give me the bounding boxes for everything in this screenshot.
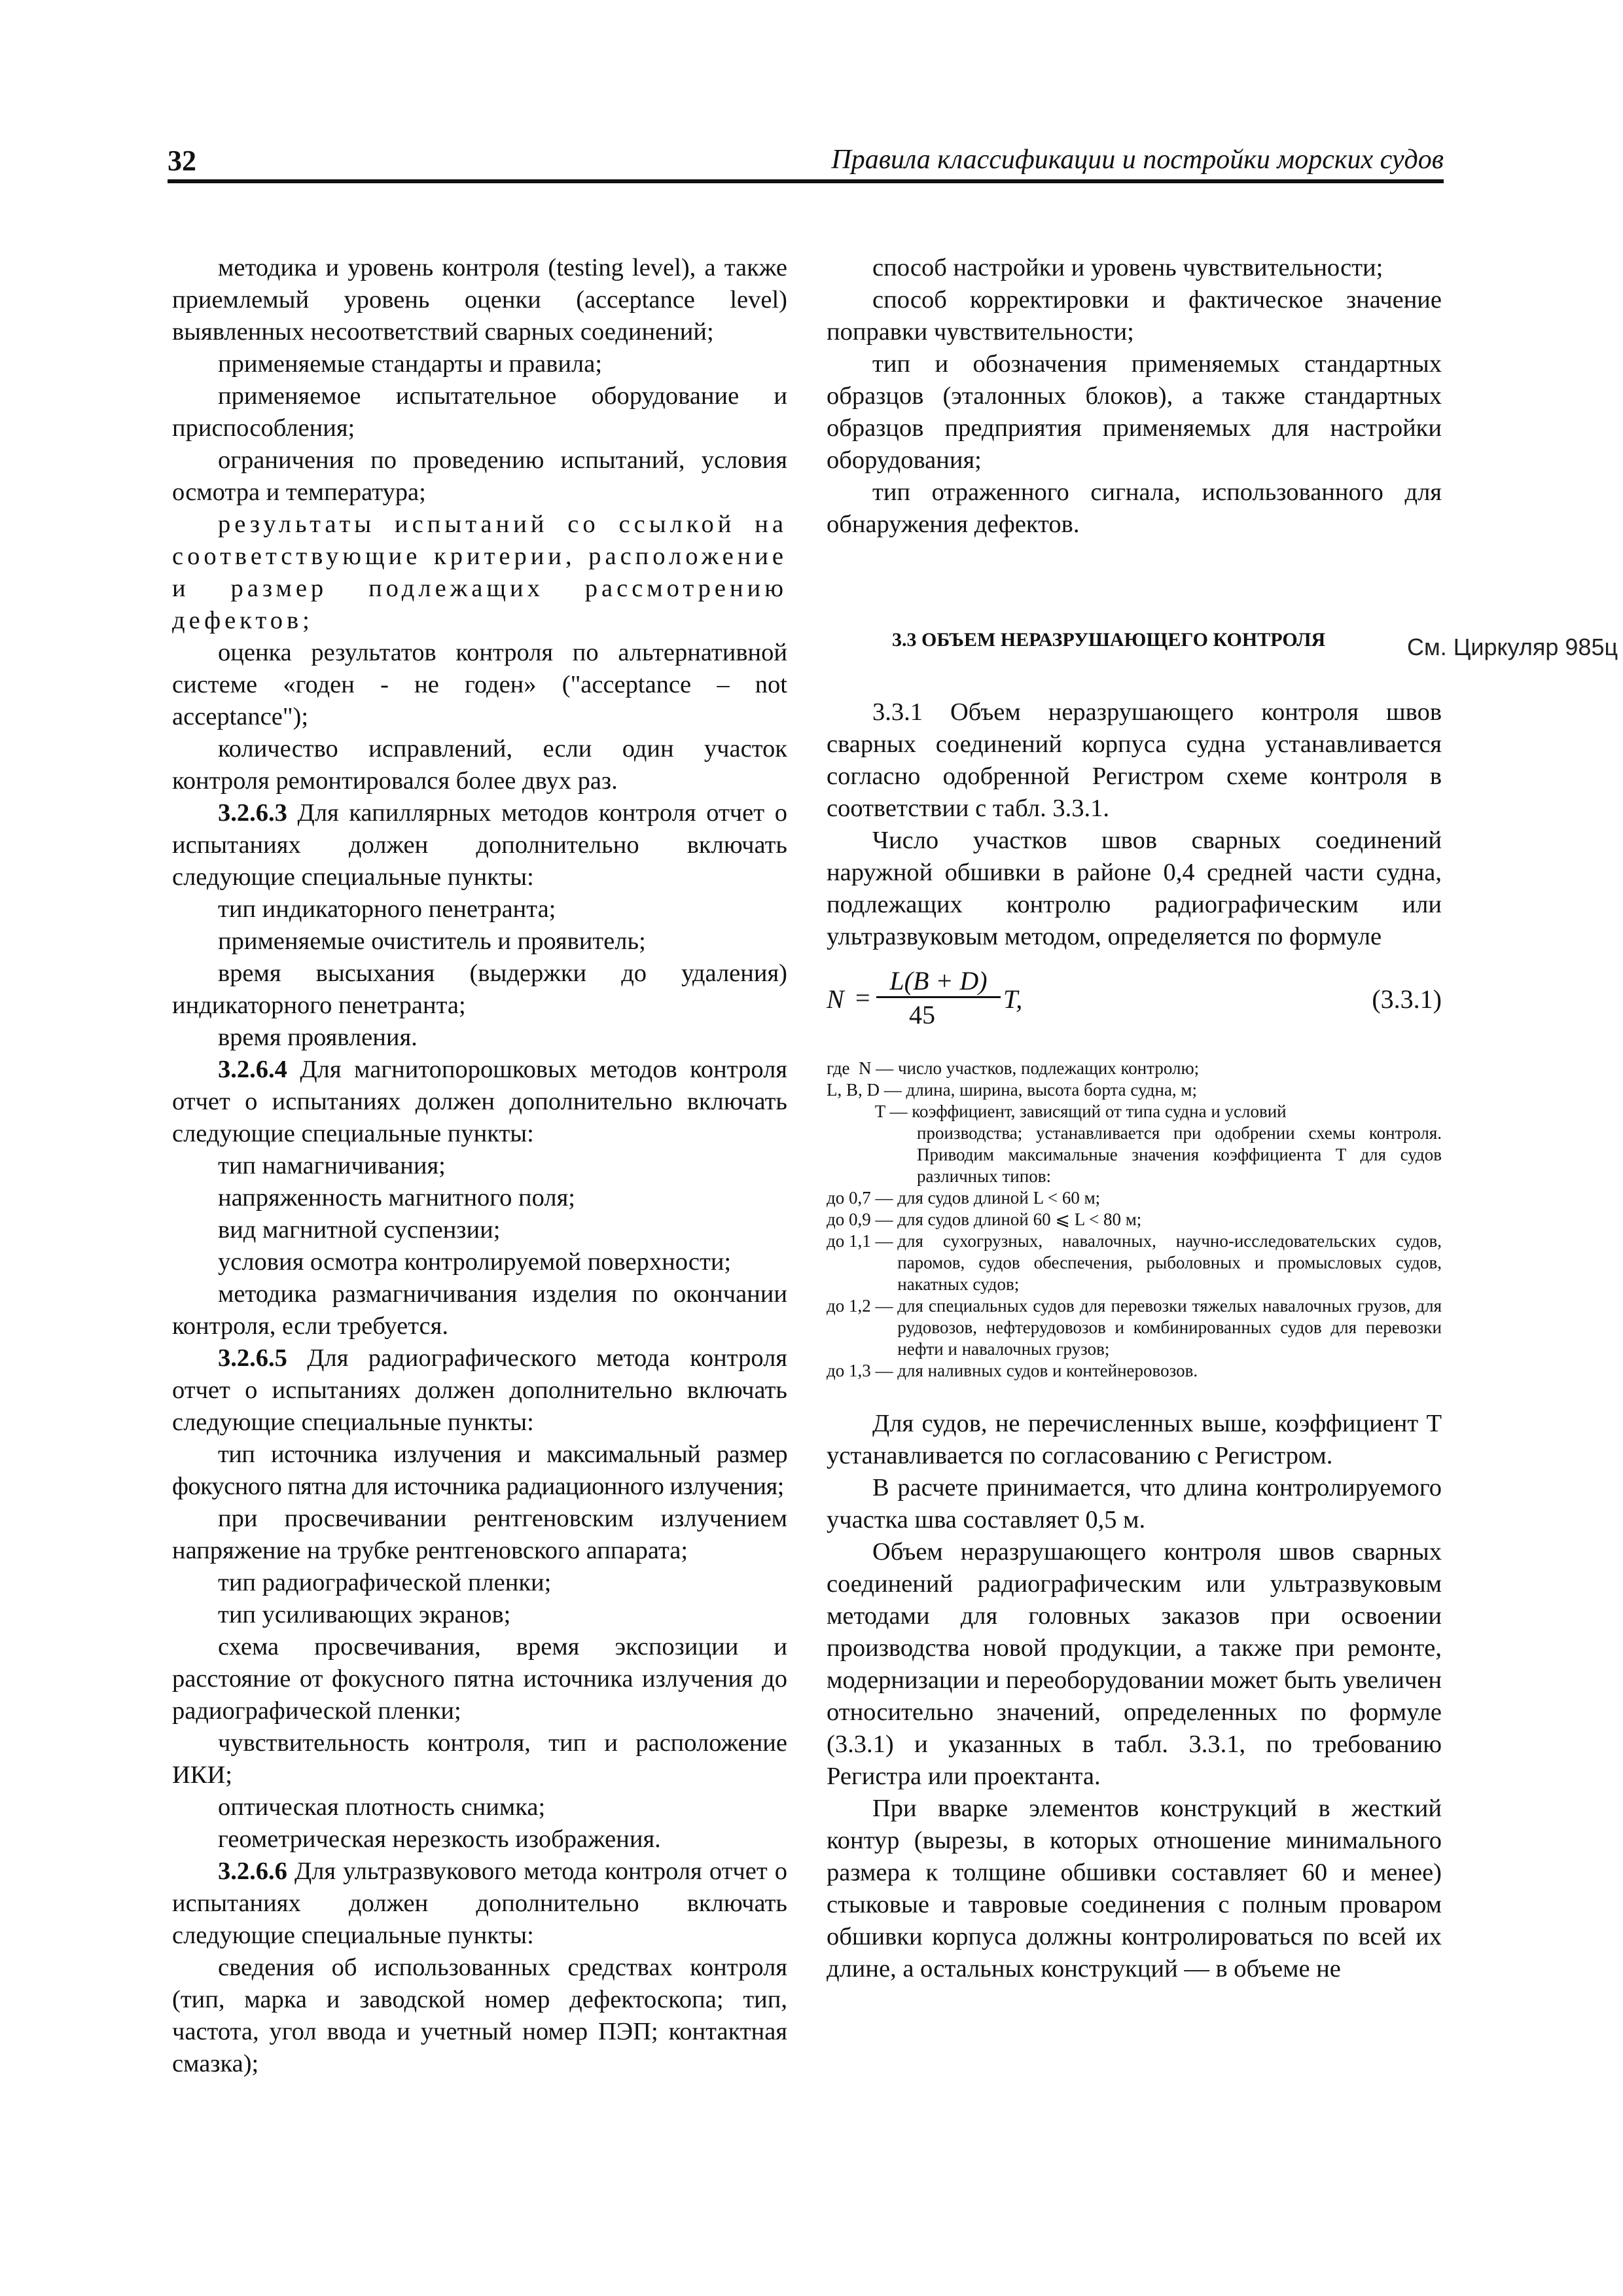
running-title: Правила классификации и постройки морских судов [831, 145, 1444, 175]
section-title: 3.3 ОБЪЕМ НЕРАЗРУШАЮЩЕГО КОНТРОЛЯ [892, 629, 1326, 651]
legend-text: для судов длиной 60 ⩽ L < 80 м; [897, 1210, 1142, 1229]
legend-key: где N — [827, 1058, 898, 1078]
paragraph: тип источника излучения и максимальный размер фокусного пятна для источника радиационного излучения; [172, 1441, 787, 1500]
paragraph: Число участков швов сварных соединений наружной обшивки в районе 0,4 средней части судна, подлежащих контролю радиографическим или ультразвуковым методом, определяется по формуле [827, 827, 1442, 950]
paragraph: тип намагничивания; [218, 1152, 446, 1179]
clause-3-2-6-6 [172, 1856, 787, 1952]
clause-3-2-6-4 [172, 1054, 787, 1150]
legend-key: до 1,3 — [827, 1361, 898, 1380]
paragraph: Для судов, не перечисленных выше, коэффициент T устанавливается по согласованию с Регистром. [827, 1410, 1442, 1469]
formula-lhs: N [827, 984, 844, 1014]
formula-factor: T, [1003, 984, 1023, 1014]
legend-continuation: производства; устанавливается при одобрении схемы контроля. Приводим максимальные значения коэффициента T для судов различных типов: [917, 1123, 1442, 1186]
paragraph: напряженность магнитного поля; [218, 1184, 575, 1211]
formula-3-3-1 [827, 966, 1442, 1038]
clause-number: 3.2.6.4 [218, 1056, 287, 1083]
paragraph: методика размагничивания изделия по окончании контроля, если требуется. [172, 1280, 787, 1340]
paragraph: применяемое испытательное оборудование и приспособления; [172, 382, 787, 442]
legend-item [827, 1230, 1442, 1295]
paragraph: результаты испытаний со ссылкой на соответствующие критерии, расположение и размер подлежащих рассмотрению дефектов; [172, 511, 787, 634]
clause-text: Для капиллярных методов контроля отчет о испытаниях должен дополнительно включать следующие специальные пункты: [172, 799, 787, 891]
clause-text: Для радиографического метода контроля отчет о испытаниях должен дополнительно включать следующие специальные пункты: [172, 1344, 787, 1436]
paragraph: применяемые очиститель и проявитель; [218, 927, 646, 955]
legend-text: для судов длиной L < 60 м; [897, 1188, 1101, 1208]
legend-key: до 0,7 — [827, 1188, 898, 1208]
paragraph: методика и уровень контроля (testing level), а также приемлемый уровень оценки (acceptance level) выявленных несоответствий сварных соединений; [172, 254, 787, 346]
paragraph: тип и обозначения применяемых стандартных образцов (эталонных блоков), а также стандартных образцов предприятия применяемых для настройки оборудования; [827, 350, 1442, 474]
legend-text: коэффициент, зависящий от типа судна и условий [912, 1102, 1287, 1121]
circular-note: См. Циркуляр 985ц [1407, 634, 1618, 660]
legend-item [827, 1079, 1442, 1101]
paragraph: геометрическая нерезкость изображения. [218, 1825, 661, 1853]
paragraph: количество исправлений, если один участок контроля ремонтировался более двух раз. [172, 735, 787, 795]
paragraph: В расчете принимается, что длина контролируемого участка шва составляет 0,5 м. [827, 1474, 1442, 1534]
legend-item [827, 1295, 1442, 1360]
paragraph: время проявления. [218, 1024, 418, 1051]
paragraph: условия осмотра контролируемой поверхности; [218, 1248, 732, 1276]
paragraph: тип радиографической пленки; [218, 1569, 552, 1596]
clause-text: Для ультразвукового метода контроля отчет о испытаниях должен дополнительно включать следующие специальные пункты: [172, 1857, 787, 1949]
paragraph: способ настройки и уровень чувствительности; [872, 254, 1383, 281]
paragraph: При вварке элементов конструкций в жесткий контур (вырезы, в которых отношение минимального размера к толщине обшивки составляет 60 и менее) стыковые и тавровые соединения с полным проваром обшивки корпуса должны контролироваться по всей их длине, а остальных конструкций — в объеме не [827, 1795, 1442, 1982]
legend-text: длина, ширина, высота борта судна, м; [906, 1080, 1198, 1100]
legend-item [827, 1058, 1442, 1079]
legend-item [827, 1101, 1442, 1122]
formula-equals: = [855, 983, 870, 1013]
legend-key: до 1,1 — [827, 1231, 898, 1251]
legend-key: L, B, D — [827, 1080, 906, 1100]
clause-text: Объем неразрушающего контроля швов сварных соединений корпуса судна устанавливается согласно одобренной Регистром схеме контроля в соответствии с табл. 3.3.1. [827, 698, 1442, 822]
legend-text: для специальных судов для перевозки тяжелых навалочных грузов, для рудовозов, нефтерудовозов и комбинированных судов для перевозки нефти и навалочных грузов; [897, 1296, 1442, 1359]
paragraph: тип отраженного сигнала, использованного для обнаружения дефектов. [827, 478, 1442, 538]
clause-number: 3.2.6.5 [218, 1344, 287, 1372]
clause-number: 3.2.6.6 [218, 1857, 287, 1885]
paragraph: вид магнитной суспензии; [218, 1216, 501, 1244]
page-header [168, 139, 1444, 183]
legend-key: T — [827, 1102, 912, 1121]
formula-number: (3.3.1) [1372, 984, 1442, 1014]
legend-text: для наливных судов и контейнеровозов. [897, 1361, 1198, 1380]
paragraph: сведения об использованных средствах контроля (тип, марка и заводской номер дефектоскопа; тип, частота, угол ввода и учетный номер ПЭП; контактная смазка); [172, 1954, 787, 2077]
legend-text: для сухогрузных, навалочных, научно-исследовательских судов, паромов, судов обеспечения, рыболовных и промысловых судов, накатных судов; [897, 1231, 1442, 1294]
paragraph: применяемые стандарты и правила; [218, 350, 603, 378]
legend-item [827, 1360, 1442, 1382]
legend-text: число участков, подлежащих контролю; [897, 1058, 1200, 1078]
paragraph: оптическая плотность снимка; [218, 1793, 546, 1821]
formula-numerator: L(B + D) [876, 966, 1001, 998]
formula-legend [827, 1058, 1442, 1382]
legend-item [827, 1187, 1442, 1209]
paragraph: Объем неразрушающего контроля швов сварных соединений радиографическим или ультразвуковым методами для головных заказов при освоении производства новой продукции, а также при ремонте, модернизации и переоборудовании может быть увеличен относительно значений, определенных по формуле (3.3.1) и указанных в табл. 3.3.1, по требованию Регистра или проектанта. [827, 1538, 1442, 1790]
left-column [172, 252, 787, 2080]
page-number: 32 [168, 145, 196, 177]
legend-key: до 0,9 — [827, 1210, 898, 1229]
paragraph: способ корректировки и фактическое значение поправки чувствительности; [827, 286, 1442, 346]
clause-number: 3.2.6.3 [218, 799, 287, 827]
legend-item [827, 1209, 1442, 1230]
paragraph: схема просвечивания, время экспозиции и расстояние от фокусного пятна источника излучения до радиографической пленки; [172, 1633, 787, 1725]
paragraph: тип усиливающих экранов; [218, 1601, 511, 1628]
clause-3-2-6-5 [172, 1342, 787, 1439]
right-column [827, 252, 1442, 1985]
clause-3-2-6-3 [172, 797, 787, 893]
paragraph: ограничения по проведению испытаний, условия осмотра и температура; [172, 446, 787, 506]
section-spacer [827, 653, 1442, 696]
clause-3-3-1 [827, 696, 1442, 825]
paragraph: тип индикаторного пенетранта; [218, 895, 556, 923]
formula-denominator: 45 [909, 1000, 935, 1030]
paragraph: при просвечивании рентгеновским излучением напряжение на трубке рентгеновского аппарата; [172, 1505, 787, 1564]
clause-number: 3.3.1 [872, 698, 923, 726]
legend-key: до 1,2 — [827, 1296, 898, 1316]
paragraph: время высыхания (выдержки до удаления) индикаторного пенетранта; [172, 960, 787, 1019]
paragraph: оценка результатов контроля по альтернативной системе «годен - не годен» ("acceptance – not acceptance"); [172, 639, 787, 730]
paragraph: чувствительность контроля, тип и расположение ИКИ; [172, 1729, 787, 1789]
clause-text: Для магнитопорошковых методов контроля отчет о испытаниях должен дополнительно включать следующие специальные пункты: [172, 1056, 787, 1147]
